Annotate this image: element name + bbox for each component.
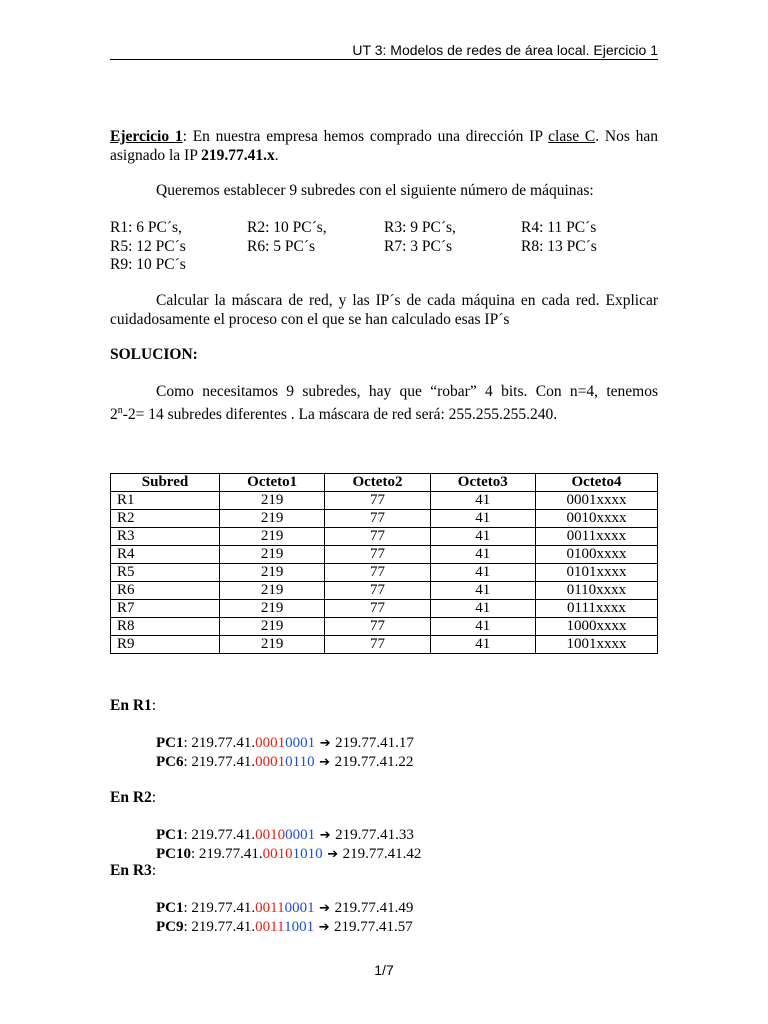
right-arrow-icon: ➔ — [322, 847, 343, 862]
table-cell: 219 — [220, 564, 325, 582]
task-text: Calcular la máscara de red, y las IP´s de cada máquina en cada red. Explicar cuidadosamente el proceso con el que se han calculado esas IP´s — [110, 292, 658, 328]
requirement-r8: R8: 13 PC´s — [521, 237, 597, 255]
table-cell: R5 — [111, 564, 220, 582]
table-cell: 41 — [430, 492, 535, 510]
table-cell: 0101xxxx — [535, 564, 657, 582]
pc-entry — [156, 918, 413, 937]
host-bits: 1001 — [284, 919, 315, 935]
col-subred: Subred — [111, 474, 220, 492]
page-number: 1/7 — [374, 962, 394, 978]
decimal-ip: 219.77.41.33 — [335, 827, 414, 843]
ip-address: 219.77.41.x — [201, 146, 275, 164]
solution-line-1: Como necesitamos 9 subredes, hay que “robar” 4 bits. Con n=4, tenemos — [156, 383, 658, 400]
pc-name: PC10 — [156, 846, 191, 862]
table-cell: 219 — [220, 636, 325, 654]
requirement-r6: R6: 5 PC´s — [247, 237, 316, 255]
requirement-r7: R7: 3 PC´s — [384, 237, 453, 255]
table-cell: R4 — [111, 546, 220, 564]
pc-name: PC1 — [156, 827, 184, 843]
table-cell: R2 — [111, 510, 220, 528]
table-row — [111, 582, 658, 600]
table-cell: 77 — [325, 528, 430, 546]
host-bits: 0001 — [285, 827, 316, 843]
pc-entry — [156, 753, 413, 772]
table-cell: 77 — [325, 582, 430, 600]
table-cell: 0100xxxx — [535, 546, 657, 564]
table-cell: 77 — [325, 618, 430, 636]
table-cell: 41 — [430, 510, 535, 528]
table-cell: 77 — [325, 564, 430, 582]
table-row — [111, 528, 658, 546]
solution-heading: SOLUCION: — [110, 346, 198, 363]
requirement-r4: R4: 11 PC´s — [521, 219, 597, 236]
network-bits: 0001 — [255, 735, 286, 751]
table-cell: 1001xxxx — [535, 636, 657, 654]
exercise-label: Ejercicio 1 — [110, 128, 183, 145]
col-octeto2: Octeto2 — [325, 474, 430, 492]
intro-text-c: . — [274, 146, 279, 164]
network-bits: 0001 — [255, 754, 286, 770]
network-bits: 0011 — [255, 919, 285, 935]
decimal-ip: 219.77.41.49 — [334, 900, 414, 916]
table-cell: 1000xxxx — [535, 618, 657, 636]
requirement-r5: R5: 12 PC´s — [110, 237, 186, 255]
ip-prefix: : 219.77.41. — [183, 919, 256, 935]
ip-prefix: : 219.77.41. — [191, 846, 263, 862]
decimal-ip: 219.77.41.22 — [334, 754, 414, 770]
decimal-ip: 219.77.41.42 — [342, 846, 422, 862]
col-octeto4: Octeto4 — [535, 474, 657, 492]
requirement-r1: R1: 6 PC´s, — [110, 219, 182, 236]
section-r1-label: En R1: — [110, 697, 157, 714]
network-bits: 0010 — [262, 846, 293, 862]
want-text: Queremos establecer 9 subredes con el siguiente número de máquinas: — [156, 182, 594, 199]
subnet-table-body — [111, 492, 658, 654]
requirement-r3: R3: 9 PC´s, — [384, 219, 456, 236]
col-octeto1: Octeto1 — [220, 474, 325, 492]
decimal-ip: 219.77.41.17 — [335, 735, 414, 751]
ip-prefix: : 219.77.41. — [183, 754, 256, 770]
table-cell: R9 — [111, 636, 220, 654]
requirements-grid — [110, 219, 658, 275]
table-cell: 0001xxxx — [535, 492, 657, 510]
ip-prefix: : 219.77.41. — [183, 900, 256, 916]
requirement-r9: R9: 10 PC´s — [110, 256, 186, 273]
section-r2-label: En R2: — [110, 789, 157, 806]
table-cell: 41 — [430, 618, 535, 636]
solution-mask-text: -2= 14 subredes diferentes . La máscara de red será: 255.255.255.240. — [122, 405, 558, 423]
page-header: UT 3: Modelos de redes de área local. Ejercicio 1 — [352, 42, 658, 58]
table-cell: 0010xxxx — [535, 510, 657, 528]
section-r3-label: En R3: — [110, 862, 157, 879]
pc-name: PC6 — [156, 754, 184, 770]
table-cell: R1 — [111, 492, 220, 510]
right-arrow-icon: ➔ — [314, 920, 335, 935]
requirement-r2: R2: 10 PC´s, — [247, 219, 327, 236]
exp-base: 2 — [110, 405, 118, 423]
table-cell: 41 — [430, 546, 535, 564]
table-cell: 41 — [430, 600, 535, 618]
table-cell: 41 — [430, 528, 535, 546]
right-arrow-icon: ➔ — [315, 828, 336, 843]
host-bits: 1010 — [292, 846, 323, 862]
exp-superscript: n — [117, 404, 123, 416]
table-row — [111, 564, 658, 582]
solution-text — [110, 383, 658, 424]
right-arrow-icon: ➔ — [314, 755, 335, 770]
pc-name: PC9 — [156, 919, 184, 935]
pc-entry — [156, 734, 414, 753]
table-cell: R3 — [111, 528, 220, 546]
table-cell: 219 — [220, 600, 325, 618]
table-cell: 77 — [325, 492, 430, 510]
col-octeto3: Octeto3 — [430, 474, 535, 492]
pc-entry — [156, 899, 413, 918]
table-row — [111, 492, 658, 510]
table-cell: 219 — [220, 546, 325, 564]
pc-name: PC1 — [156, 735, 184, 751]
table-cell: 219 — [220, 618, 325, 636]
table-cell: 0011xxxx — [535, 528, 657, 546]
table-cell: R7 — [111, 600, 220, 618]
table-cell: 41 — [430, 636, 535, 654]
table-cell: 219 — [220, 528, 325, 546]
ip-class: clase C — [548, 128, 596, 145]
table-cell: 77 — [325, 510, 430, 528]
decimal-ip: 219.77.41.57 — [334, 919, 413, 935]
table-row — [111, 600, 658, 618]
table-cell: 219 — [220, 492, 325, 510]
pc-entry — [156, 826, 414, 845]
table-cell: 219 — [220, 582, 325, 600]
table-cell: 77 — [325, 636, 430, 654]
table-header-row — [111, 474, 658, 492]
table-cell: 219 — [220, 510, 325, 528]
network-bits: 0011 — [255, 900, 285, 916]
ip-prefix: : 219.77.41. — [183, 827, 256, 843]
table-cell: 0111xxxx — [535, 600, 657, 618]
table-row — [111, 636, 658, 654]
table-cell: R6 — [111, 582, 220, 600]
network-bits: 0010 — [255, 827, 286, 843]
table-cell: R8 — [111, 618, 220, 636]
host-bits: 0001 — [284, 900, 315, 916]
solution-line-2 — [110, 402, 658, 425]
table-row — [111, 510, 658, 528]
table-cell: 0110xxxx — [535, 582, 657, 600]
right-arrow-icon: ➔ — [314, 901, 335, 916]
pc-name: PC1 — [156, 900, 184, 916]
right-arrow-icon: ➔ — [315, 736, 336, 751]
table-cell: 41 — [430, 564, 535, 582]
exercise-intro — [110, 128, 658, 165]
subnet-table — [110, 473, 658, 654]
host-bits: 0110 — [285, 754, 315, 770]
header-rule — [110, 59, 658, 60]
table-row — [111, 618, 658, 636]
intro-text-a: : En nuestra empresa hemos comprado una dirección IP — [182, 128, 549, 145]
table-cell: 77 — [325, 600, 430, 618]
table-row — [111, 546, 658, 564]
table-cell: 41 — [430, 582, 535, 600]
intro-text-b: . Nos han asignado la IP — [110, 128, 658, 164]
host-bits: 0001 — [285, 735, 316, 751]
table-cell: 77 — [325, 546, 430, 564]
ip-prefix: : 219.77.41. — [183, 735, 256, 751]
